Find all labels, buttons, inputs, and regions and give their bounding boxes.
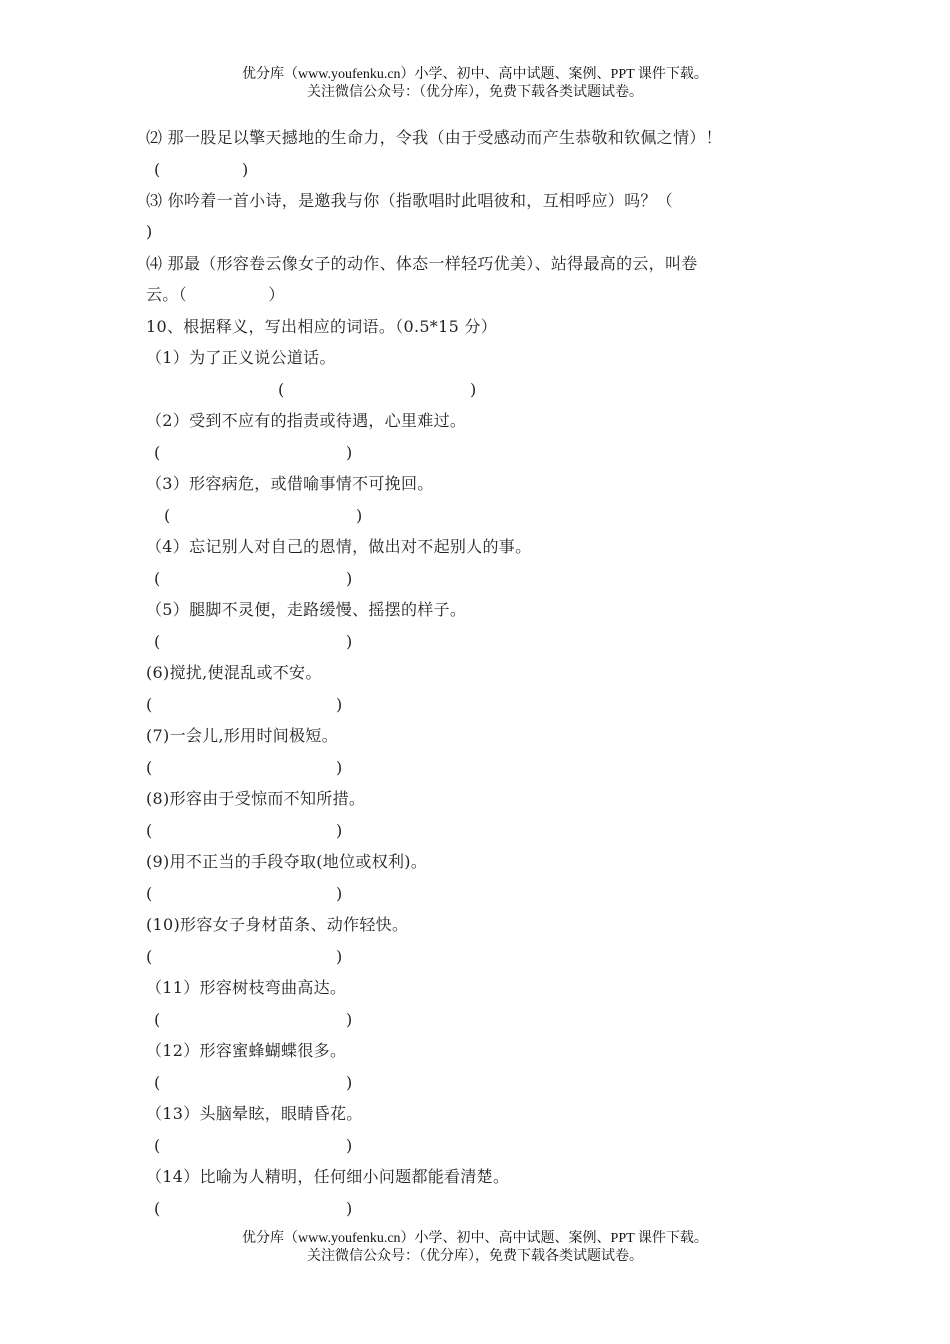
definition-item: （4）忘记别人对自己的恩情，做出对不起别人的事。 xyxy=(146,537,532,556)
blank-open-paren: ( xyxy=(146,695,153,714)
blank-open-paren: ( xyxy=(154,160,161,179)
blank-open-paren: ( xyxy=(146,884,153,903)
definition-item: （13）头脑晕眩，眼睛昏花。 xyxy=(146,1104,363,1123)
blank-open-paren: ( xyxy=(154,443,161,462)
blank-open-paren: ( xyxy=(154,632,161,651)
footer-line-1: 优分库（www.youfenku.cn）小学、初中、高中试题、案例、PPT 课件下载。 xyxy=(242,1231,708,1246)
definition-item: （11）形容树枝弯曲高达。 xyxy=(146,978,347,997)
blank-open-paren: ( xyxy=(154,1136,161,1155)
blank-open-paren: ( xyxy=(146,758,153,777)
blank-close-paren: ) xyxy=(242,160,249,179)
blank-close-paren: ) xyxy=(346,632,353,651)
blank-close-paren: ) xyxy=(336,821,343,840)
definition-item: （1）为了正义说公道话。 xyxy=(146,348,336,367)
blank-open-paren: ( xyxy=(154,1199,161,1218)
question-9-item-4: ⑷ 那最（形容卷云像女子的动作、体态一样轻巧优美）、站得最高的云，叫卷 xyxy=(146,254,698,273)
blank-close-paren: ) xyxy=(346,569,353,588)
definition-item: (9)用不正当的手段夺取(地位或权利)。 xyxy=(146,852,428,871)
page-footer xyxy=(0,1230,950,1266)
answer-blank-9-3-close[interactable]: ) xyxy=(146,222,153,241)
blank-close-paren: ) xyxy=(336,884,343,903)
question-9-item-3: ⑶ 你吟着一首小诗，是邀我与你（指歌唱时此唱彼和，互相呼应）吗？（ xyxy=(146,191,673,210)
definition-item: （5）腿脚不灵便，走路缓慢、摇摆的样子。 xyxy=(146,600,467,619)
blank-open-paren: ( xyxy=(164,506,171,525)
definition-item: (10)形容女子身材苗条、动作轻快。 xyxy=(146,915,409,934)
definition-item: (6)搅扰,使混乱或不安。 xyxy=(146,663,322,682)
blank-close-paren: ) xyxy=(336,695,343,714)
header-line-2: 关注微信公众号：（优分库），免费下载各类试题试卷。 xyxy=(307,85,643,100)
blank-close-paren: ) xyxy=(346,1010,353,1029)
question-10-title: 10、根据释义，写出相应的词语。（0.5*15 分） xyxy=(146,317,498,336)
blank-close-paren: ) xyxy=(346,1199,353,1218)
blank-open-paren: ( xyxy=(278,380,285,399)
definition-item: （2）受到不应有的指责或待遇，心里难过。 xyxy=(146,411,467,430)
page-header xyxy=(0,66,950,102)
header-line-1: 优分库（www.youfenku.cn）小学、初中、高中试题、案例、PPT 课件下载。 xyxy=(242,67,708,82)
question-9-item-4-cont: 云。（ ） xyxy=(146,285,285,304)
blank-close-paren: ) xyxy=(346,443,353,462)
blank-open-paren: ( xyxy=(154,1010,161,1029)
blank-close-paren: ) xyxy=(346,1073,353,1092)
question-9-item-2: ⑵ 那一股足以擎天撼地的生命力，令我（由于受感动而产生恭敬和钦佩之情）！ xyxy=(146,128,722,147)
blank-close-paren: ) xyxy=(336,758,343,777)
footer-line-2: 关注微信公众号：（优分库），免费下载各类试题试卷。 xyxy=(307,1249,643,1264)
blank-close-paren: ) xyxy=(356,506,363,525)
blank-close-paren: ) xyxy=(346,1136,353,1155)
blank-open-paren: ( xyxy=(154,569,161,588)
definition-item: （12）形容蜜蜂蝴蝶很多。 xyxy=(146,1041,347,1060)
definition-item: （3）形容病危，或借喻事情不可挽回。 xyxy=(146,474,434,493)
definition-item: (7)一会儿,形用时间极短。 xyxy=(146,726,338,745)
definition-item: （14）比喻为人精明，任何细小问题都能看清楚。 xyxy=(146,1167,510,1186)
blank-open-paren: ( xyxy=(154,1073,161,1092)
blank-close-paren: ) xyxy=(470,380,477,399)
blank-close-paren: ) xyxy=(336,947,343,966)
blank-open-paren: ( xyxy=(146,821,153,840)
blank-open-paren: ( xyxy=(146,947,153,966)
definition-item: (8)形容由于受惊而不知所措。 xyxy=(146,789,366,808)
